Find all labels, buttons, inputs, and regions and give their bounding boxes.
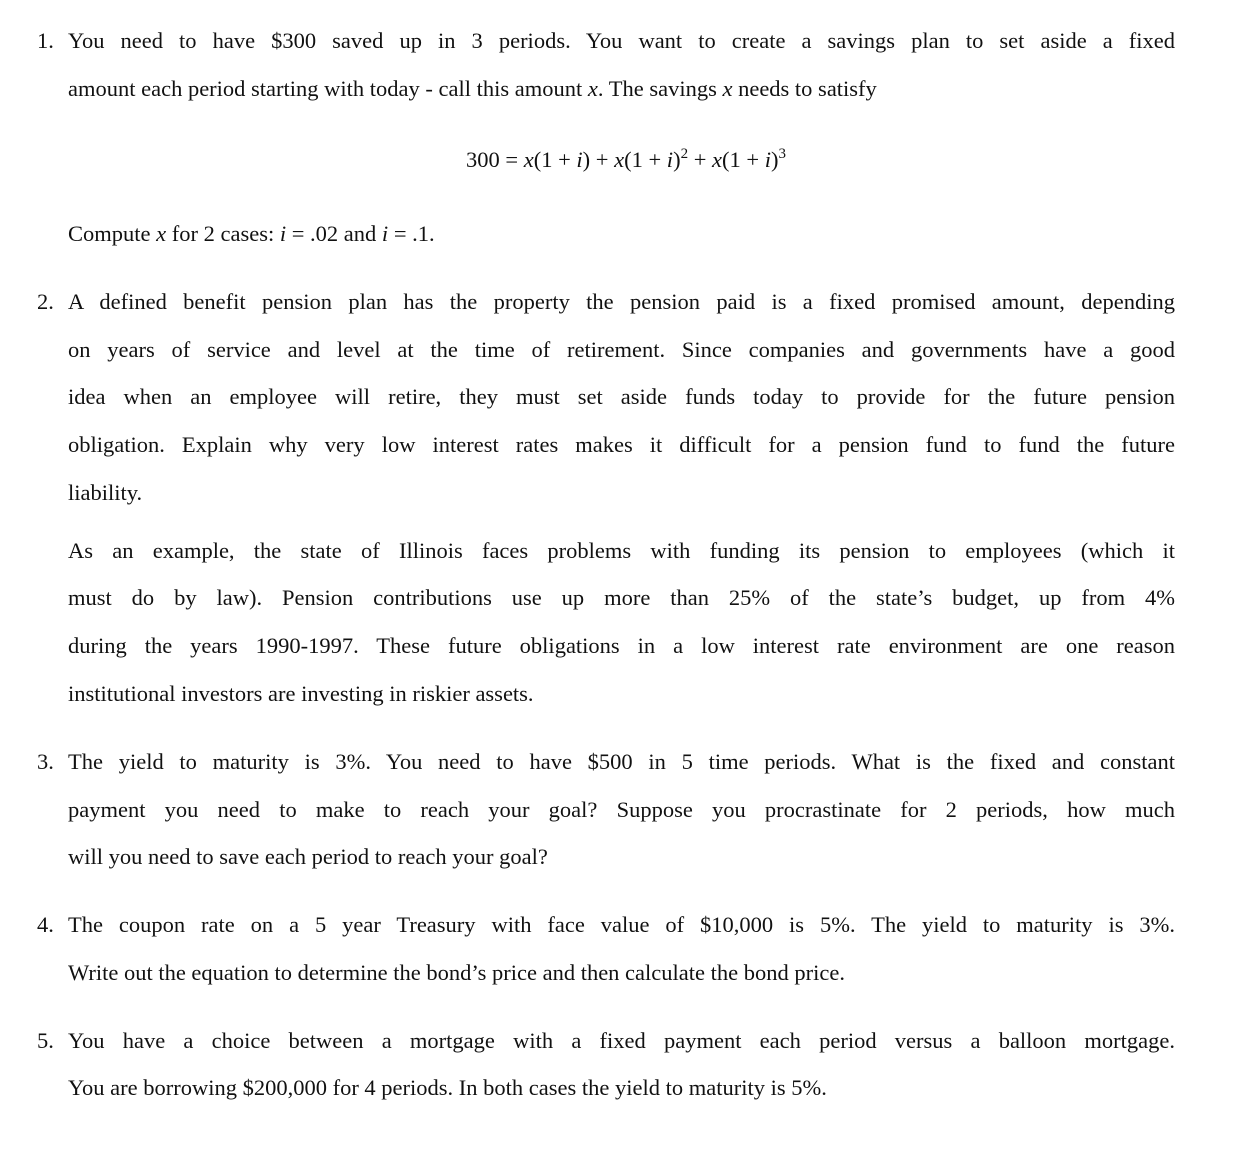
- problem-3-line-3: will you need to save each period to reach your goal?: [68, 844, 548, 869]
- problem-1-equation: $300 = x(1 + i) + x(1 + i)^2 + x(1 + i)^3$: [466, 146, 786, 172]
- problem-2-line-1: A defined benefit pension plan has the property the pension paid is a fixed promised amount, depending: [68, 289, 1175, 314]
- problem-2-line-5: liability.: [68, 480, 143, 505]
- problem-2-para2-line-2: must do by law). Pension contributions use up more than 25% of the state’s budget, up from 4%: [68, 585, 1175, 610]
- problem-5-number: 5.: [37, 1028, 54, 1053]
- problem-1-compute-line: Compute x for 2 cases: i = .02 and i = .1.: [68, 221, 435, 246]
- problem-2-para2-line-4: institutional investors are investing in riskier assets.: [68, 681, 534, 706]
- problem-5-line-2: You are borrowing $200,000 for 4 periods. In both cases the yield to maturity is 5%.: [68, 1075, 827, 1100]
- problem-2-para2-line-3: during the years 1990-1997. These future obligations in a low interest rate environment are one reason: [68, 633, 1175, 658]
- problem-1-number: 1.: [37, 28, 54, 53]
- problem-1-line-2: amount each period starting with today - call this amount x. The savings x needs to satisfy: [68, 76, 877, 101]
- problem-2-para2-line-1: As an example, the state of Illinois faces problems with funding its pension to employees (which it: [68, 538, 1175, 563]
- problem-3-number: 3.: [37, 749, 54, 774]
- problem-5-line-1: You have a choice between a mortgage with a fixed payment each period versus a balloon mortgage.: [68, 1028, 1175, 1053]
- problem-2-line-2: on years of service and level at the time of retirement. Since companies and governments have a good: [68, 337, 1175, 362]
- problem-2-line-4: obligation. Explain why very low interest rates makes it difficult for a pension fund to fund the future: [68, 432, 1175, 457]
- problem-2-line-3: idea when an employee will retire, they must set aside funds today to provide for the future pension: [68, 384, 1175, 409]
- problem-4-line-1: The coupon rate on a 5 year Treasury with face value of $10,000 is 5%. The yield to maturity is 3%.: [68, 912, 1175, 937]
- problem-4-line-2: Write out the equation to determine the bond’s price and then calculate the bond price.: [68, 960, 845, 985]
- problem-2-number: 2.: [37, 289, 54, 314]
- problem-1-line-1: You need to have $300 saved up in 3 periods. You want to create a savings plan to set aside a fixed: [68, 28, 1175, 53]
- problem-4-number: 4.: [37, 912, 54, 937]
- problem-3-line-2: payment you need to make to reach your goal? Suppose you procrastinate for 2 periods, how much: [68, 797, 1175, 822]
- problem-3-line-1: The yield to maturity is 3%. You need to have $500 in 5 time periods. What is the fixed and constant: [68, 749, 1175, 774]
